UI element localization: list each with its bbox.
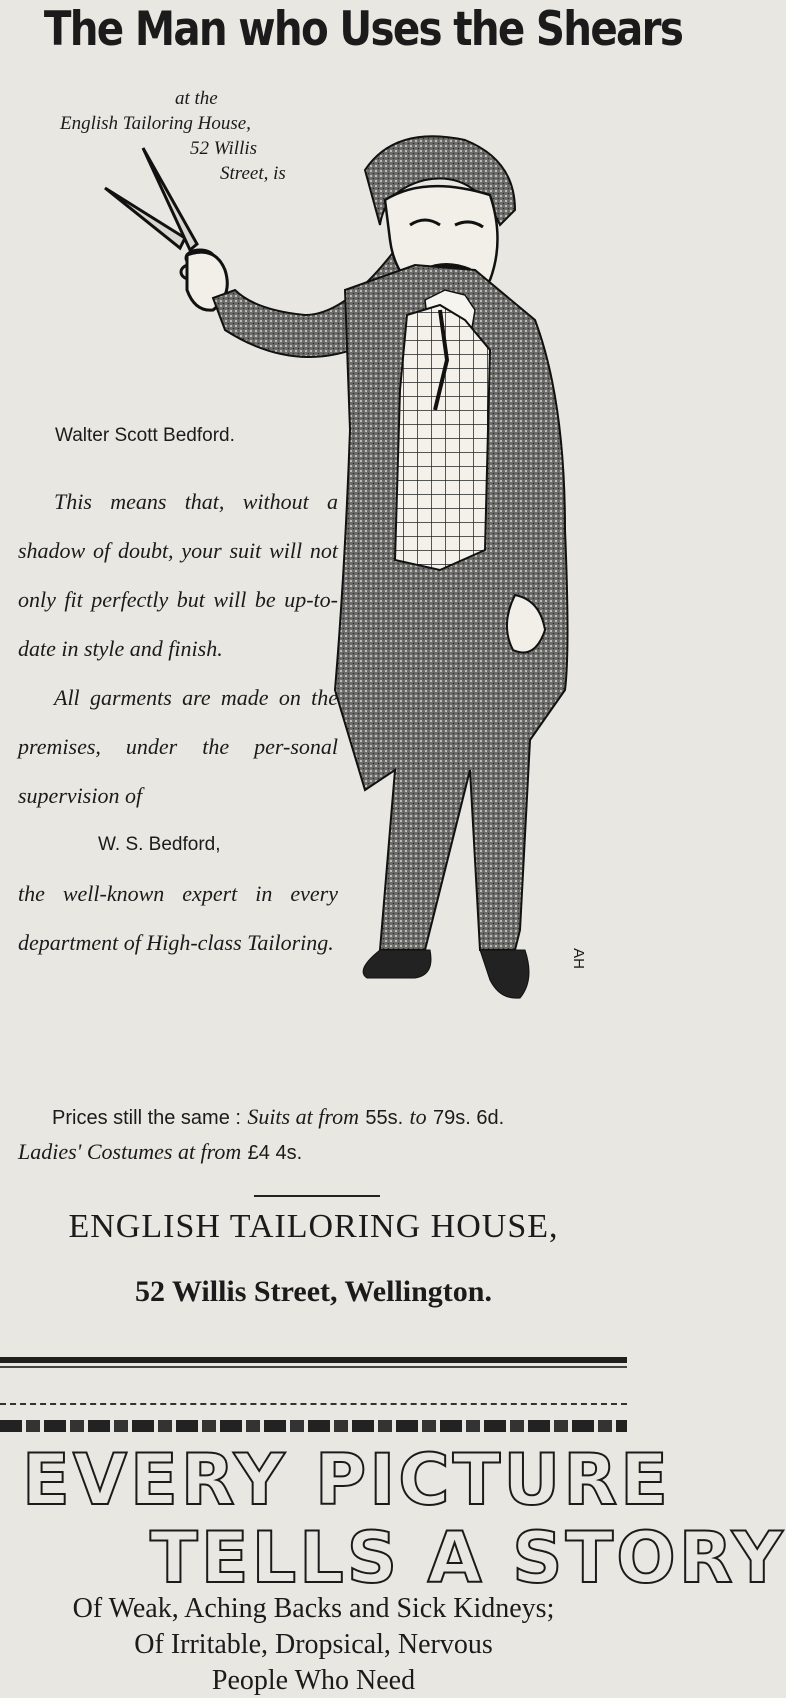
divider bbox=[0, 1403, 627, 1405]
ladies-price: £4 4s. bbox=[247, 1142, 303, 1164]
intro-line: English Tailoring House, bbox=[60, 113, 251, 134]
suits-text: Suits at from bbox=[247, 1104, 359, 1129]
decorative-border bbox=[0, 1420, 627, 1432]
prices-label: Prices still the same : bbox=[52, 1107, 241, 1129]
divider bbox=[254, 1195, 380, 1197]
artist-signature: AH bbox=[569, 948, 587, 969]
intro-line: at the bbox=[175, 88, 218, 109]
paragraph-fit: This means that, without a shadow of doubt, your suit will not only fit perfectly but will be up-to-date in style and finish. bbox=[18, 489, 338, 661]
ladies-text: Ladies' Costumes at from bbox=[18, 1139, 242, 1164]
ad-headline: The Man who Uses the Shears bbox=[43, 2, 683, 57]
divider bbox=[0, 1357, 627, 1363]
paragraph-premises: All garments are made on the premises, under the per-sonal supervision of bbox=[18, 685, 338, 808]
shoe-icon bbox=[480, 950, 529, 998]
suits-to: 79s. 6d. bbox=[432, 1107, 505, 1129]
ad2-headline-line2: TELLS A STORY bbox=[150, 1517, 786, 1599]
ad2-subline: Of Weak, Aching Backs and Sick Kidneys; bbox=[72, 1593, 555, 1624]
ad2-subline: Of Irritable, Dropsical, Nervous bbox=[134, 1629, 493, 1660]
supervisor-name: W. S. Bedford, bbox=[98, 834, 221, 855]
intro-line: Street, is bbox=[220, 163, 286, 184]
business-address: 52 Willis Street, Wellington. bbox=[135, 1275, 492, 1308]
ad2-headline-line1: EVERY PICTURE bbox=[22, 1439, 671, 1521]
tailor-name: Walter Scott Bedford. bbox=[55, 425, 235, 446]
business-name: ENGLISH TAILORING HOUSE, bbox=[68, 1208, 559, 1245]
paragraph-expert: the well-known expert in every department of High-class Tailoring. bbox=[18, 881, 338, 955]
shoe-icon bbox=[363, 950, 431, 978]
to-word: to bbox=[409, 1104, 427, 1129]
suits-from: 55s. bbox=[365, 1107, 404, 1129]
ad2-subline: People Who Need bbox=[211, 1665, 416, 1696]
body-copy bbox=[18, 477, 338, 967]
prices-block bbox=[18, 1100, 618, 1170]
intro-line: 52 Willis bbox=[190, 138, 258, 159]
divider bbox=[0, 1366, 627, 1368]
